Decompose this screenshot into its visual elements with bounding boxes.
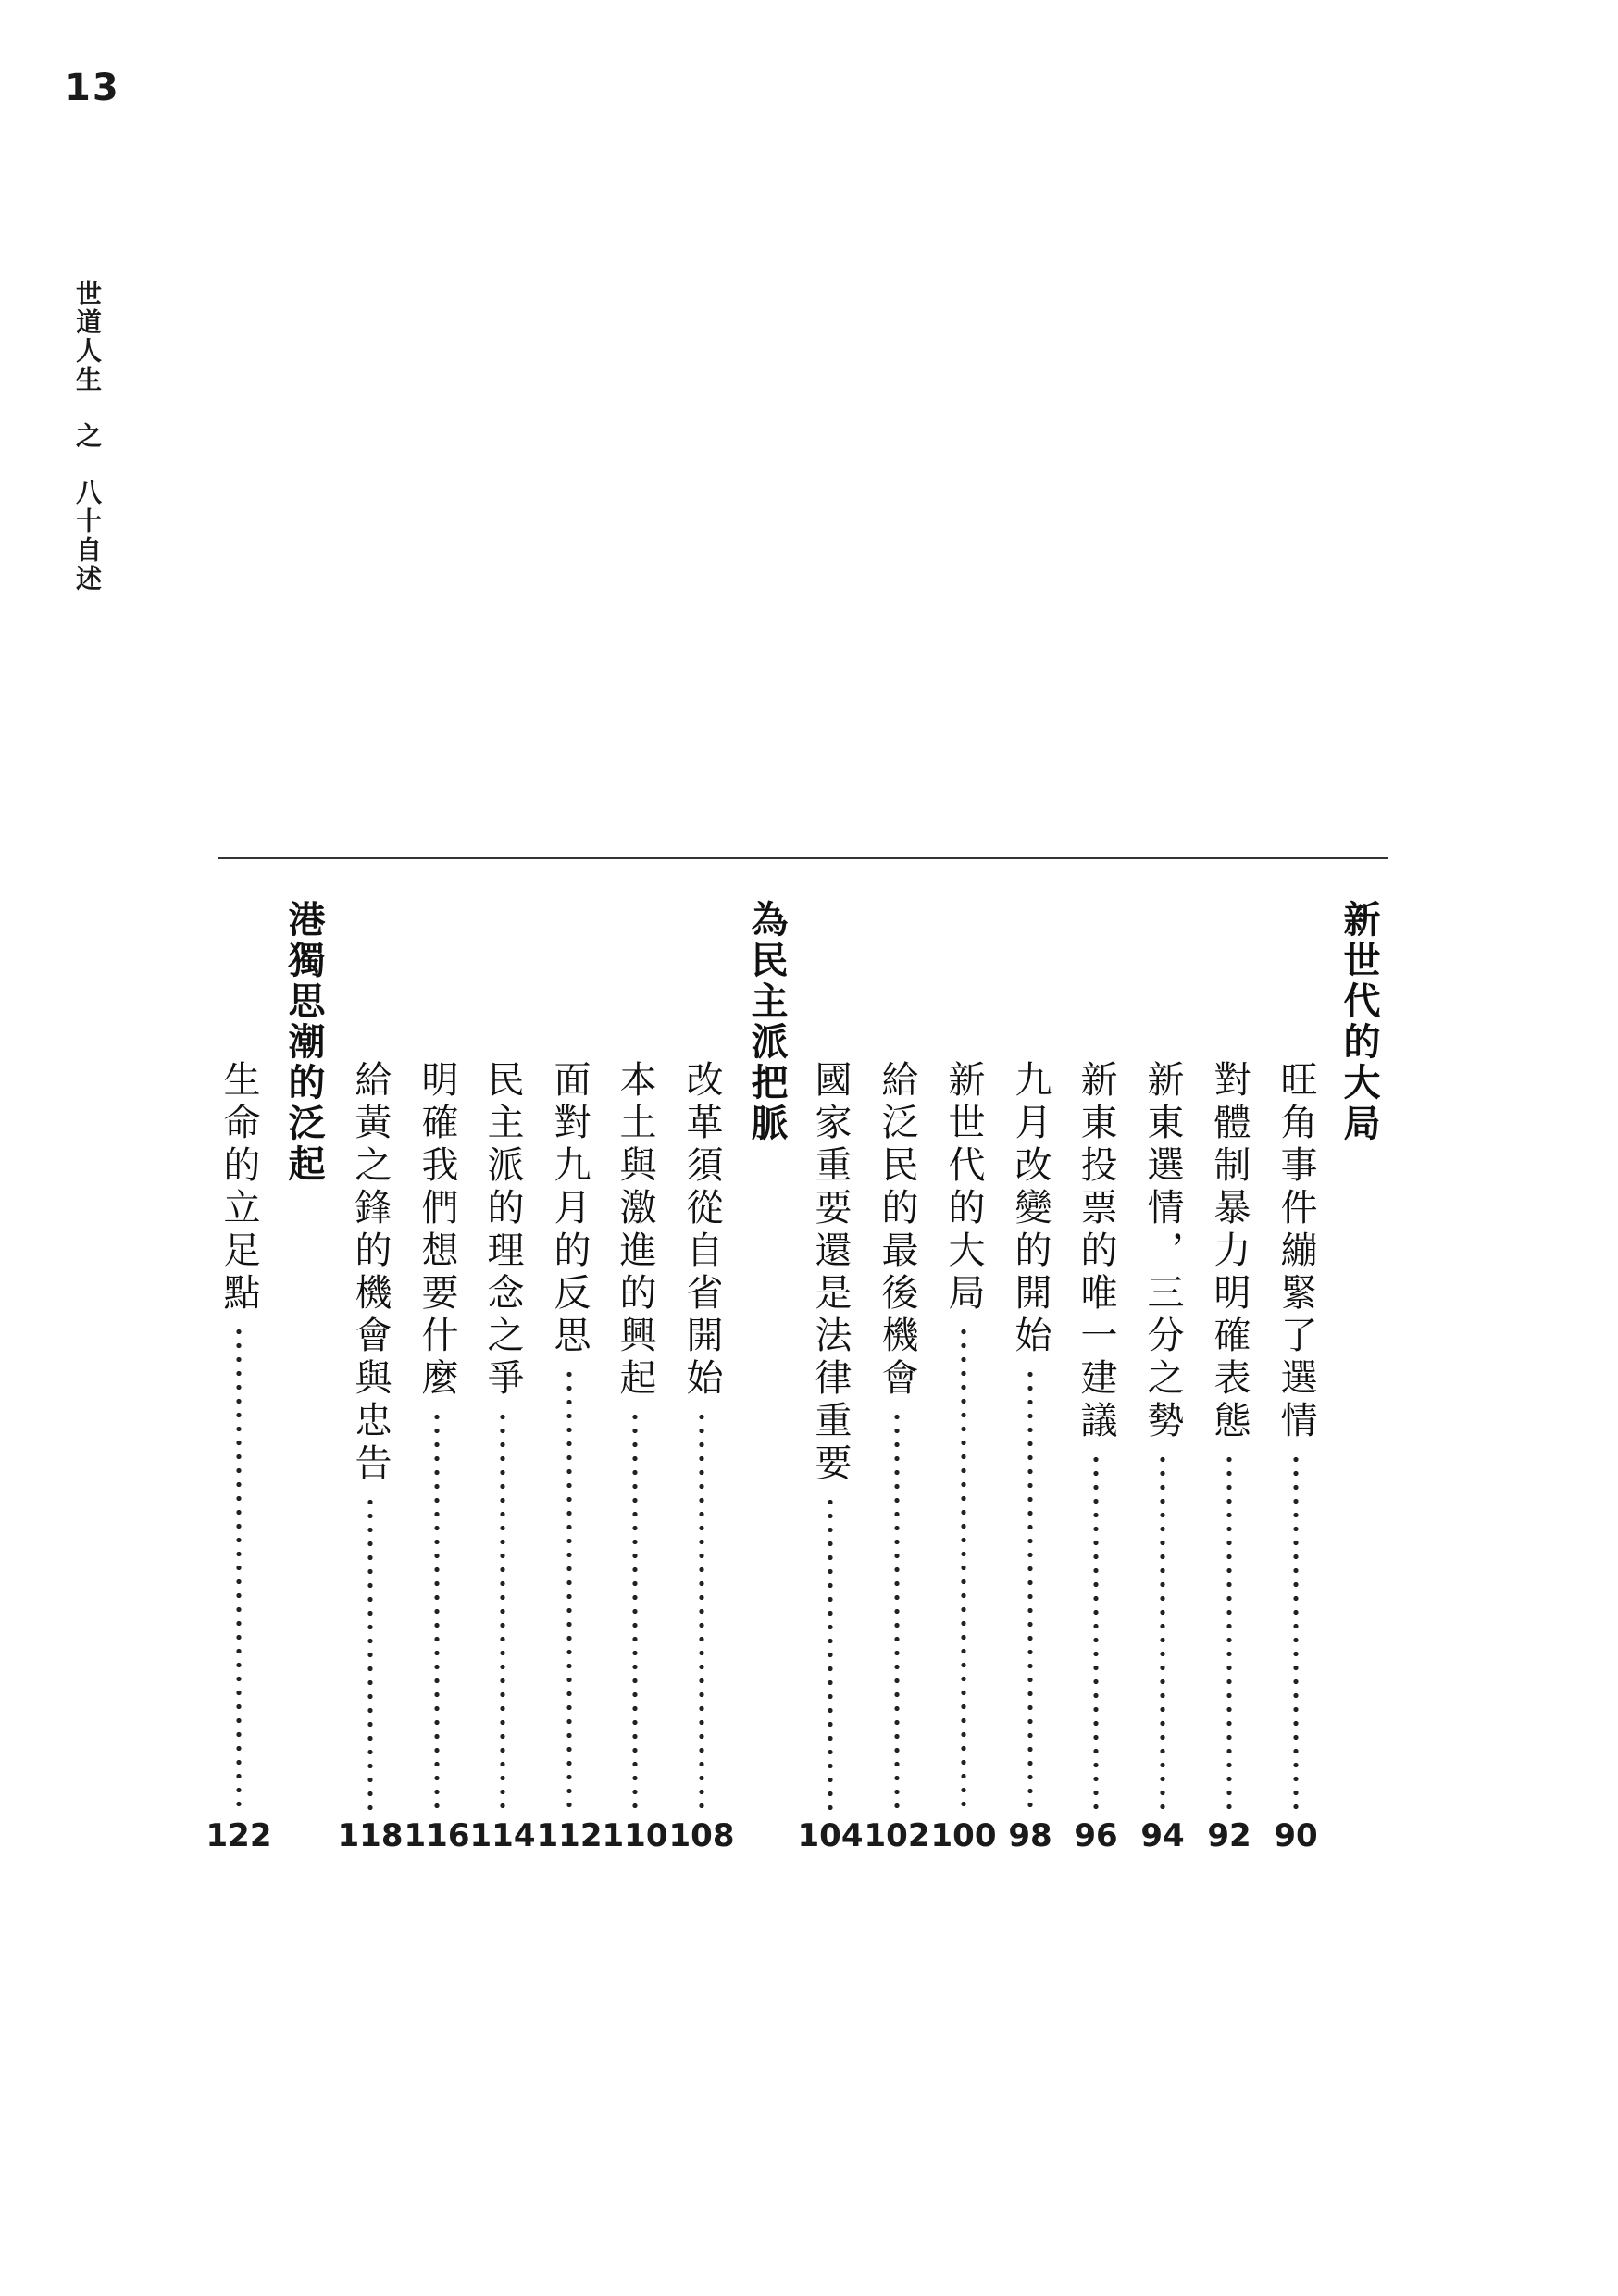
toc-entry-title: 新東投票的唯一建議 (1075, 1060, 1117, 1443)
leader-dots (632, 1410, 638, 1816)
leader-dots (961, 1325, 966, 1816)
toc-entry-title: 旺角事件繃緊了選情 (1275, 1060, 1317, 1443)
page-number: 13 (65, 67, 120, 109)
toc-entry-title: 改革須從自省開始 (680, 1060, 723, 1401)
toc-entry-title: 國家重要還是法律重要 (809, 1060, 852, 1486)
leader-dots (566, 1367, 572, 1816)
section-heading (278, 900, 333, 1835)
toc-entry[interactable] (1203, 903, 1259, 1854)
toc-entry[interactable] (602, 903, 668, 1854)
section-title: 新世代的大局 (1338, 900, 1381, 1144)
leader-dots (1027, 1367, 1033, 1816)
leader-dots (500, 1410, 505, 1816)
toc-entry-title: 新東選情，三分之勢 (1141, 1060, 1184, 1443)
toc-entry-page: 110 (602, 1817, 668, 1854)
toc-entry-title: 給黃之鋒的機會與忠告 (349, 1060, 392, 1486)
toc-entry-page: 116 (404, 1817, 470, 1854)
toc-entry-page: 108 (668, 1817, 735, 1854)
toc-entry-page: 118 (337, 1817, 404, 1854)
toc-entry[interactable] (404, 903, 470, 1854)
toc-entry[interactable] (1004, 903, 1060, 1854)
toc-entry-title: 明確我們想要什麼 (416, 1060, 458, 1401)
toc-entry-page: 92 (1207, 1817, 1251, 1854)
leader-dots (434, 1410, 440, 1816)
toc-entry-page: 90 (1274, 1817, 1318, 1854)
toc-entry-title: 面對九月的反思 (548, 1060, 591, 1358)
leader-dots (367, 1495, 373, 1816)
toc-entry-page: 98 (1008, 1817, 1052, 1854)
toc-entry-page: 96 (1074, 1817, 1118, 1854)
leader-dots (1160, 1453, 1165, 1816)
toc-entry-page: 102 (864, 1817, 930, 1854)
toc-entry[interactable] (1270, 903, 1326, 1854)
toc-entry-page: 94 (1140, 1817, 1185, 1854)
leader-dots (1293, 1453, 1299, 1816)
leader-dots (828, 1495, 833, 1816)
toc-entry-title: 本土與激進的興起 (614, 1060, 656, 1401)
leader-dots (1093, 1453, 1099, 1816)
section-title: 港獨思潮的泛起 (282, 900, 326, 1185)
toc-entry[interactable] (1137, 903, 1192, 1854)
toc-entry-page: 112 (536, 1817, 603, 1854)
toc-entry-page: 114 (469, 1817, 536, 1854)
section-title: 為民主派把脈 (745, 900, 789, 1144)
toc-entry[interactable] (205, 903, 272, 1854)
toc-entry[interactable] (536, 903, 603, 1854)
toc-entry[interactable] (864, 903, 930, 1854)
toc-entry-title: 九月改變的開始 (1009, 1060, 1052, 1358)
section-heading (741, 900, 796, 1835)
leader-dots (1226, 1453, 1232, 1816)
toc-entry[interactable] (930, 903, 997, 1854)
book-title: 世道人生 (72, 280, 103, 394)
toc-entry[interactable] (337, 903, 404, 1854)
toc-entry-page: 122 (205, 1817, 272, 1854)
toc-entry[interactable] (1070, 903, 1126, 1854)
toc-entry[interactable] (797, 903, 864, 1854)
leader-dots (699, 1410, 704, 1816)
toc-entry-page: 104 (797, 1817, 864, 1854)
toc-entry-title: 給泛民的最後機會 (876, 1060, 918, 1401)
toc-entry-page: 100 (930, 1817, 997, 1854)
toc-entry-title: 對體制暴力明確表態 (1208, 1060, 1251, 1443)
book-title-separator: 之 (72, 422, 103, 451)
leader-dots (894, 1410, 900, 1816)
leader-dots (236, 1325, 242, 1816)
toc-entry[interactable] (469, 903, 536, 1854)
book-subtitle: 八十自述 (72, 479, 103, 593)
toc-entry-title: 生命的立足點 (218, 1060, 260, 1316)
toc-entry-title: 民主派的理念之爭 (481, 1060, 524, 1401)
toc-entry[interactable] (668, 903, 735, 1854)
toc-entry-title: 新世代的大局 (942, 1060, 985, 1316)
section-heading (1333, 900, 1388, 1835)
